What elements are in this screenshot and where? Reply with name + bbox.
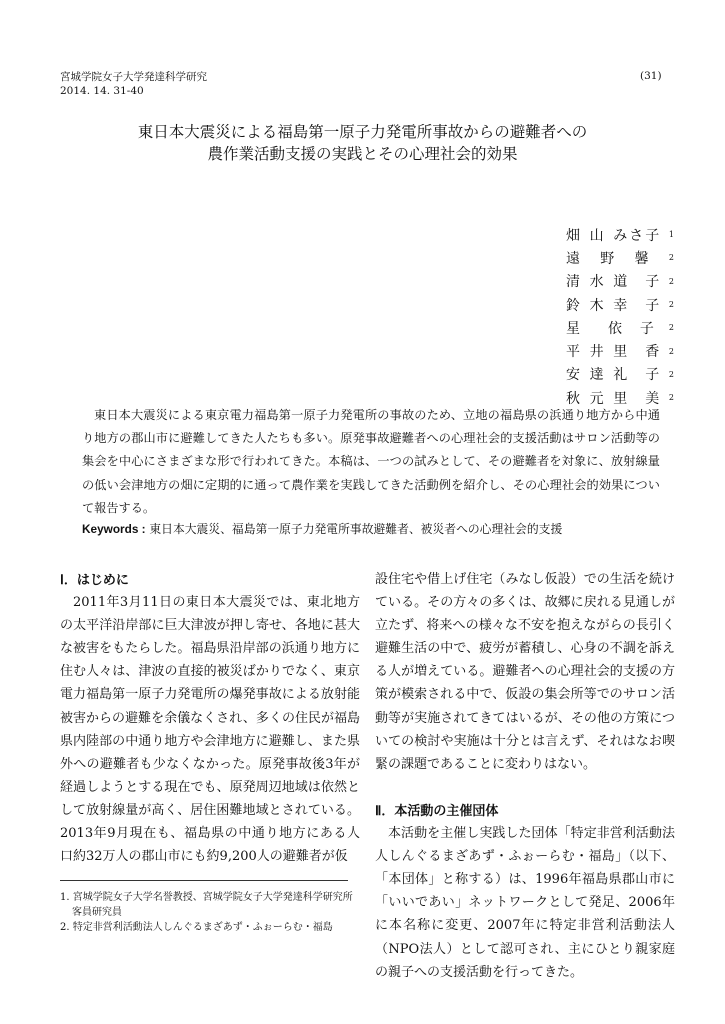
keywords-label: Keywords : xyxy=(82,522,146,536)
keywords-text: 東日本大震災、福島第一原子力発電所事故避難者、被災者への心理社会的支援 xyxy=(149,522,563,536)
author-row xyxy=(566,270,676,293)
journal-name: 宮城学院女子大学発達科学研究 xyxy=(60,71,207,83)
author-name-part: 野 xyxy=(600,250,617,267)
footnote-1: 1. 宮城学院女子大学名誉教授、宮城学院女子大学発達科学研究所客員研究員 xyxy=(60,892,353,918)
author-list xyxy=(566,223,676,409)
author-affiliation-mark: 2 xyxy=(668,369,676,379)
author-name-part: 遠 xyxy=(566,250,582,267)
author-name-part: 星 xyxy=(566,320,582,337)
author-name-part: 里 香 xyxy=(613,344,662,361)
page-number: (31) xyxy=(640,70,662,82)
section-2-paragraph: 本活動を主催し実践した団体「特定非営利活動法人しんぐるまざあず・ふぉーらむ・福島」（以下、「本団体」と称する）は、1996年福島県郡山市に「いいであい」ネットワークとして発足、2006年に本名称に変更、2007年に特定非営利活動法人（NPO法人）として認可され、主にひとり親家庭の親子への支援活動を行ってきた。 xyxy=(375,826,675,980)
author-row xyxy=(566,339,676,362)
author-affiliation-mark: 2 xyxy=(668,323,676,333)
section-1-paragraph: 2011年3月11日の東日本大震災では、東北地方の太平洋沿岸部に巨大津波が押し寄せ、各地に甚大な被害をもたらした。福島県沿岸部の浜通り地方に住む人々は、津波の直接的被災ばかりでなく、東京電力福島第一原子力発電所の爆発事故による放射能被害からの避難を余儀なくされ、多くの住民が福島県内陸部の中通り地方や会津地方に避難し、また県外への避難者も少なくなかった。原発事故後3年が経過しようとする現在でも、原発周辺地域は依然として放射線量が高く、居住困難地域とされている。2013年9月現在も、福島県の中通り地方にある人口約32万人の郡山市にも約9,200人の避難者が仮 xyxy=(60,595,360,865)
paper-title xyxy=(0,121,725,165)
author-name-part: 達 xyxy=(589,367,606,384)
title-line-2: 農作業活動支援の実践とその心理社会的効果 xyxy=(207,145,518,163)
author-affiliation-mark: 2 xyxy=(668,253,676,263)
author-affiliation-mark: 1 xyxy=(668,230,676,240)
footnote-2: 2. 特定非営利活動法人しんぐるまざあず・ふぉーらむ・福島 xyxy=(60,922,333,933)
footnote-rule xyxy=(60,880,348,881)
author-name-part: 井 xyxy=(589,344,606,361)
author-affiliation-mark: 2 xyxy=(668,276,676,286)
section-1-heading: Ⅰ．はじめに xyxy=(60,572,129,587)
author-name-part: 安 xyxy=(566,367,582,384)
author-row xyxy=(566,293,676,316)
title-line-1: 東日本大震災による福島第一原子力発電所事故からの避難者への xyxy=(137,123,588,141)
author-name-part: 元 xyxy=(589,390,606,407)
journal-info xyxy=(60,70,207,98)
author-name-part: 道 子 xyxy=(613,274,662,291)
footnotes xyxy=(60,890,360,935)
author-row xyxy=(566,246,676,269)
author-row xyxy=(566,316,676,339)
abstract: 東日本大震災による東京電力福島第一原子力発電所の事故のため、立地の福島県の浜通り地方から中通り地方の郡山市に避難してきた人たちも多い。原発事故避難者への心理社会的支援活動はサロン活動等の集会を中心にさまざまな形で行われてきた。本稿は、一つの試みとして、その避難者を対象に、放射線量の低い会津地方の畑に定期的に通って農作業を実践してきた活動例を紹介し、その心理社会的効果について報告する。 xyxy=(82,408,660,515)
author-row xyxy=(566,223,676,246)
author-name-part: 秋 xyxy=(566,390,582,407)
author-name-part: 馨 xyxy=(634,250,651,267)
keywords xyxy=(82,520,660,537)
author-name-part: 水 xyxy=(589,274,606,291)
author-affiliation-mark: 2 xyxy=(668,346,676,356)
citation: 2014. 14. 31-40 xyxy=(60,85,144,97)
author-name-part: 畑 xyxy=(566,227,582,244)
author-name-part: 平 xyxy=(566,344,582,361)
author-name-part: 鈴 xyxy=(566,297,582,314)
author-row xyxy=(566,363,676,386)
section-1-continuation: 設住宅や借上げ住宅（みなし仮設）での生活を続けている。その方々の多くは、故郷に戻れる見通しが立たず、将来への様々な不安を抱えながらの長引く避難生活の中で、疲労が蓄積し、心身の不調を訴える人が増えている。避難者への心理社会的支援の方策が模索される中で、仮設の集会所等でのサロン活動等が実施されてきてはいるが、その他の方策についての検討や実施は十分とは言えず、それはなお喫緊の課題であることに変わりはない。 xyxy=(375,572,675,772)
author-affiliation-mark: 2 xyxy=(668,300,676,310)
author-name-part: みさ子 xyxy=(613,227,662,244)
author-name-part: 礼 子 xyxy=(613,367,662,384)
author-name-part: 山 xyxy=(589,227,606,244)
author-name-part: 里 美 xyxy=(613,390,662,407)
author-name-part: 幸 子 xyxy=(613,297,662,314)
author-name-part: 木 xyxy=(589,297,606,314)
body-left-column xyxy=(60,568,360,868)
author-name-part: 清 xyxy=(566,274,582,291)
section-2-heading: Ⅱ．本活動の主催団体 xyxy=(375,802,499,818)
body-right-column xyxy=(375,568,675,984)
author-affiliation-mark: 2 xyxy=(668,393,676,403)
author-name-part: 依 子 xyxy=(607,320,656,337)
